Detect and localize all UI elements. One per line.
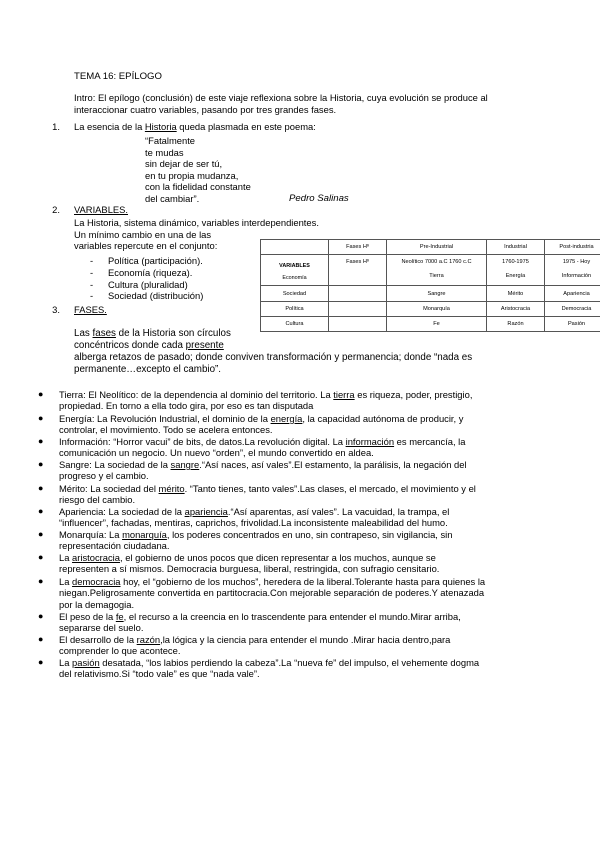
table-row [261,317,600,332]
table-cell: VARIABLES Economía [261,255,329,286]
table-cell [329,286,387,302]
bullet-line: El peso de la fe, el recurso a la creencia en lo trascendente para entender el mundo.Mirar arriba, [59,611,461,622]
poem-line: te mudas [145,146,184,158]
bullet-line: Sangre: La sociedad de la sangre.“Así naces, así vales”.El estamento, la parálisis, la negación del [59,459,467,470]
variables-heading: VARIABLES. [74,204,129,215]
bullet-text [59,611,461,634]
table-cell: Fe [387,317,487,332]
table-cell: Apariencia [545,286,600,302]
table-cell: Democracia [545,302,600,317]
bullet-text [59,657,479,680]
bullet-line: comunicación un negocio. Un nuevo “orden”, el mundo convertido en aldea. [59,447,374,459]
bullet-icon: ● [38,506,44,516]
poem-author: Pedro Salinas [289,193,349,204]
bullet-text [59,483,476,506]
table-row [261,240,600,255]
section-3-line-4: permanente…excepto el cambio”. [74,364,222,375]
bullet-line: del relativismo.Si “todo vale” es que “nada vale”. [59,668,260,680]
bullet-icon: ● [38,483,44,493]
poem-line: del cambiar”. [145,192,200,204]
bullet-line: separarse del suelo. [59,622,144,634]
section-3-line-3: alberga retazos de pasado; donde conviven transformación y permanencia; donde “nada es [74,352,473,363]
historia-link[interactable]: Historia [144,121,177,132]
list-item: - Sociedad (distribución) [90,290,204,302]
intro-line-2: interaccionar cuatro variables, pasando por tres grandes fases. [74,104,337,115]
fases-link[interactable]: fases [92,328,116,339]
poem-line: “Fatalmente [145,135,196,146]
bullet-line: progreso y el cambio. [59,470,149,482]
table-cell: Sociedad [261,286,329,302]
bullet-line: El desarrollo de la razón,la lógica y la ciencia para entender el mundo .Mirar hacia dentro,para [59,634,451,645]
keyword-link[interactable]: sangre [170,459,200,470]
table-row [261,302,600,317]
bullet-line: Energía: La Revolución Industrial, el dominio de la energía, la capacidad autónoma de producir, y [59,413,464,424]
bullet-icon: ● [38,634,44,644]
table-cell: 1760-1975 Energía [487,255,545,286]
table-cell: Cultura [261,317,329,332]
bullet-line: controlar, el movimiento. Todo se acelera entonces. [59,424,273,436]
bullet-text [59,576,485,610]
section-2-line: La Historia, sistema dinámico, variables interdependientes. [74,217,319,228]
section-1-number: 1. [52,121,60,132]
bullet-line: La aristocracia, el gobierno de unos pocos que dicen representar a los muchos, aunque se [59,552,436,563]
list-item: - Economía (riqueza). [90,266,193,278]
bullet-text [59,506,449,529]
bullet-icon: ● [38,529,44,539]
section-3-line-1: Las fases de la Historia son círculos [74,328,231,339]
keyword-link[interactable]: energía [270,413,303,424]
keyword-link[interactable]: tierra [333,389,355,400]
bullet-text [59,459,467,482]
bullet-line: La pasión desatada, “los labios perdiendo la cabeza”.La “nueva fe” del impulso, el vehemente dogma [59,657,480,668]
table-cell: Pasión [545,317,600,332]
table-row [261,286,600,302]
intro-line-1: Intro: El epílogo (conclusión) de este viaje reflexiona sobre la Historia, cuya evolución se produce al [74,92,488,103]
bullet-line: Información: “Horror vacui” de bits, de datos.La revolución digital. La información es mercancía, la [59,436,466,447]
table-cell: Pre-Industrial [387,240,487,255]
bullet-icon: ● [38,576,44,586]
section-3-number: 3. [52,304,60,315]
table-cell [261,240,329,255]
table-cell: Política [261,302,329,317]
table-cell: Mérito [487,286,545,302]
poem [145,135,251,205]
poem-line: con la fidelidad constante [145,181,251,193]
bullet-line: Tierra: El Neolítico: de la dependencia al dominio del territorio. La tierra es riqueza, poder, prestigio, [59,389,473,400]
table-cell: Post-industria [545,240,600,255]
keyword-link[interactable]: información [345,436,395,447]
bullet-icon: ● [38,436,44,446]
bullet-icon: ● [38,413,44,423]
table-cell: Aristocracia [487,302,545,317]
bullet-line: “influencer”, fachadas, mentiras, caprichos, frivolidad.La inconsistente maleabilidad del humo. [59,517,448,529]
bullet-line: propiedad. En torno a ella todo gira, por eso es tan disputada [59,400,314,412]
bullet-text [59,634,450,657]
table-cell: Sangre [387,286,487,302]
table-row [261,255,600,286]
section-2-line: variables repercute en el conjunto: [74,240,218,251]
section-1-pre: La esencia de la [74,121,145,132]
keyword-link[interactable]: mérito [158,483,185,494]
keyword-link[interactable]: pasión [72,657,100,668]
table-cell [329,302,387,317]
bullet-line: niegan.Peligrosamente convertida en partitocracia.Con mejorable separación de poderes.Y atenazada [59,587,485,599]
list-item: - Política (participación). [90,255,203,266]
keyword-link[interactable]: democracia [72,576,121,587]
bullet-icon: ● [38,657,44,667]
list-item: - Cultura (pluralidad) [90,278,188,290]
poem-line: sin dejar de ser tú, [145,158,223,170]
presente-link[interactable]: presente [185,340,224,351]
bullet-line: Mérito: La sociedad del mérito. “Tanto tienes, tanto vales”.Las clases, el mercado, el movimiento y el [59,483,476,494]
table-cell: Neolítico 7000 a.C 1760 c.C Tierra [387,255,487,286]
table-cell: 1975 - Hoy Información [545,255,600,286]
keyword-link[interactable]: fe [115,611,124,622]
phases-table [260,239,600,332]
fases-heading: FASES. [74,304,107,315]
table-cell: Monarquía [387,302,487,317]
bullet-line: representación ciudadana. [59,540,170,552]
section-2-heading [74,204,128,215]
bullet-line: comprender lo que acontece. [59,645,181,657]
bullet-text [59,552,439,575]
bullet-line: La democracia hoy, el “gobierno de los muchos”, heredera de la liberal.Tolerante hasta para quienes la [59,576,486,587]
bullet-icon: ● [38,389,44,399]
section-2-line: Un mínimo cambio en una de las [74,229,212,240]
bullet-icon: ● [38,459,44,469]
document-title: TEMA 16: EPÍLOGO [74,71,162,82]
bullet-icon: ● [38,611,44,621]
table-cell [329,317,387,332]
section-3-line-2: concéntricos donde cada presente [74,340,224,351]
bullet-icon: ● [38,552,44,562]
bullet-line: riesgo del cambio. [59,494,136,506]
bullet-line: por la demagogia. [59,598,135,610]
section-3-heading [74,304,107,315]
bullet-text [59,529,452,552]
variables-list [90,255,203,302]
bullet-text [59,413,463,436]
keyword-link[interactable]: apariencia [184,506,228,517]
section-1-post: queda plasmada en este poema: [176,121,316,132]
table-cell: Industrial [487,240,545,255]
poem-line: en tu propia mudanza, [145,169,239,181]
keyword-link[interactable]: aristocracia [72,552,120,563]
keyword-link[interactable]: monarquía [122,529,167,540]
bullet-line: Apariencia: La sociedad de la apariencia.“Así aparentas, así vales”. La vacuidad, la trampa, el [59,506,450,517]
section-2-number: 2. [52,204,60,215]
bullet-line: Monarquía: La monarquía, los poderes concentrados en uno, sin contrapeso, sin vigilancia, sin [59,529,453,540]
bullet-line: representen a sí mismos. Democracia burguesa, liberal, restringida, con sufragio censitario. [59,563,440,575]
bullet-text [59,436,465,459]
bullet-text [59,389,472,412]
table-cell: Fases Hº [329,240,387,255]
table-cell: Razón [487,317,545,332]
section-1-heading [74,121,316,132]
table-cell: Fases Hº [329,255,387,286]
keyword-link[interactable]: razón [136,634,161,645]
